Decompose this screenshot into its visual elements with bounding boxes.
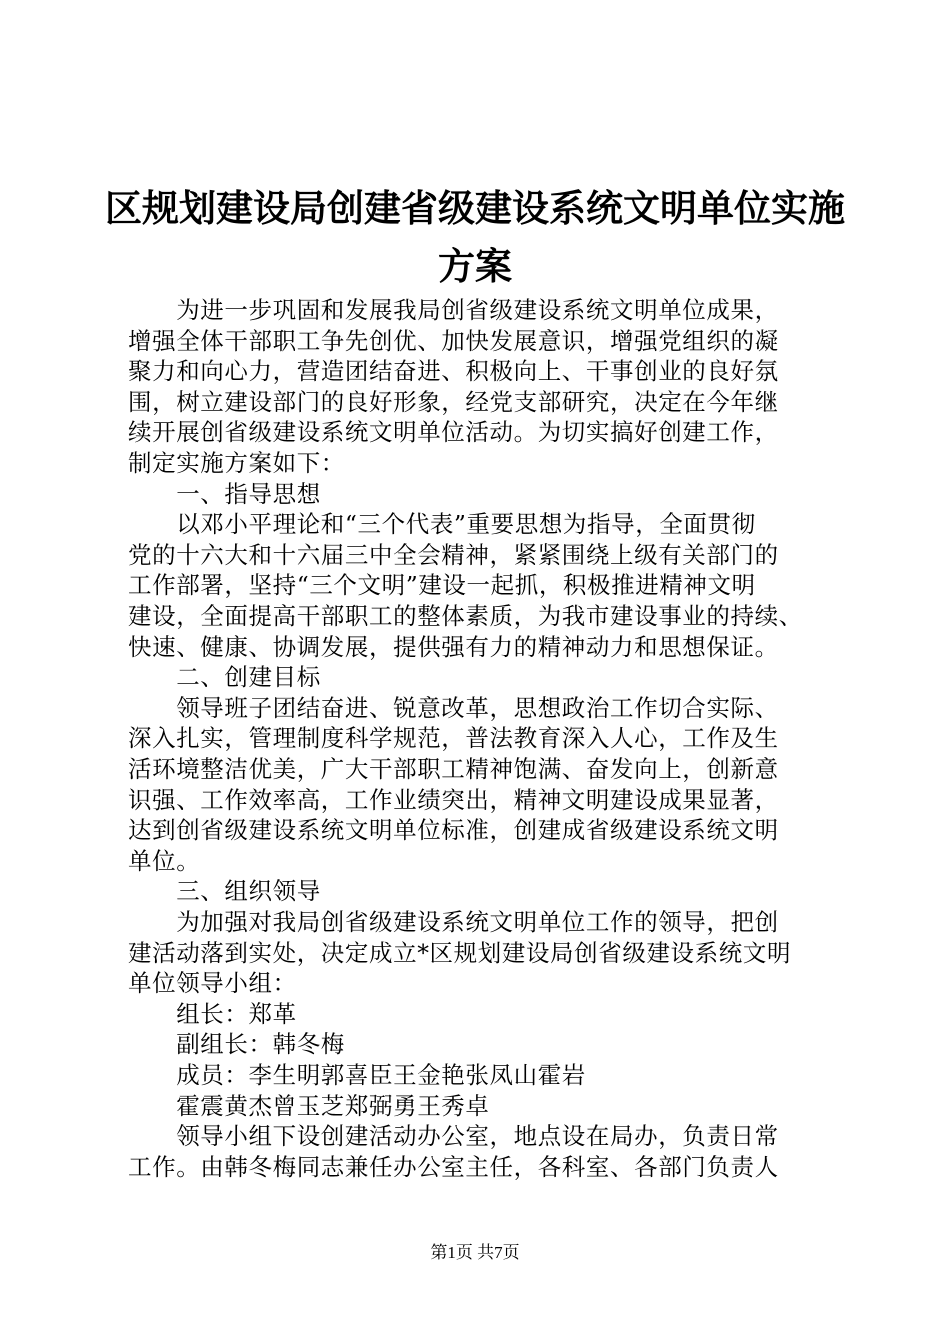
body-text-line: 快速、健康、协调发展，提供强有力的精神动力和思想保证。 (128, 632, 779, 661)
body-text-line: 二、创建目标 (128, 663, 321, 692)
body-text-line: 以邓小平理论和“三个代表”重要思想为指导，全面贯彻 (128, 510, 756, 539)
body-text-line: 聚力和向心力，营造团结奋进、积极向上、干事创业的良好氛 (128, 357, 779, 386)
document-title-line-2: 方案 (438, 245, 512, 288)
body-text-line: 识强、工作效率高，工作业绩突出，精神文明建设成果显著， (128, 785, 779, 814)
body-text-line: 工作部署，坚持“三个文明”建设一起抓，积极推进精神文明 (128, 571, 756, 600)
body-text-line: 领导小组下设创建活动办公室，地点设在局办，负责日常 (128, 1122, 779, 1151)
body-text-line: 霍震黄杰曾玉芝郑弼勇王秀卓 (128, 1091, 490, 1120)
body-text-line: 单位。 (128, 846, 201, 875)
body-text-line: 一、指导思想 (128, 479, 321, 508)
body-text-line: 三、组织领导 (128, 877, 321, 906)
page-footer: 第1页 共7页 (430, 1243, 520, 1262)
body-text-line: 为进一步巩固和发展我局创省级建设系统文明单位成果， (128, 296, 779, 324)
body-text-line: 续开展创省级建设系统文明单位活动。为切实搞好创建工作， (128, 418, 779, 447)
body-text-line: 围，树立建设部门的良好形象，经党支部研究，决定在今年继 (128, 387, 779, 416)
body-text-line: 深入扎实，管理制度科学规范，普法教育深入人心，工作及生 (128, 724, 779, 753)
body-text-line: 单位领导小组： (128, 969, 297, 998)
body-text-line: 成员：李生明郭喜臣王金艳张凤山霍岩 (128, 1061, 586, 1089)
body-text-line: 组长：郑革 (128, 999, 297, 1028)
body-text-line: 增强全体干部职工争先创优、加快发展意识，增强党组织的凝 (128, 326, 779, 355)
body-text-line: 制定实施方案如下： (128, 449, 345, 477)
document-title-line-1: 区规划建设局创建省级建设系统文明单位实施 (105, 187, 845, 230)
body-text-line: 工作。由韩冬梅同志兼任办公室主任，各科室、各部门负责人 (128, 1152, 779, 1181)
body-text-line: 活环境整洁优美，广大干部职工精神饱满、奋发向上，创新意 (128, 755, 779, 783)
body-text-line: 达到创省级建设系统文明单位标准，创建成省级建设系统文明 (128, 816, 779, 845)
body-text-line: 建设，全面提高干部职工的整体素质，为我市建设事业的持续、 (128, 602, 803, 630)
body-text-line: 建活动落到实处，决定成立*区规划建设局创省级建设系统文明 (128, 938, 792, 967)
body-text-line: 党的十六大和十六届三中全会精神，紧紧围绕上级有关部门的 (128, 540, 779, 569)
body-text-line: 领导班子团结奋进、锐意改革，思想政治工作切合实际、 (128, 693, 779, 722)
body-text-line: 副组长：韩冬梅 (128, 1030, 345, 1059)
body-text-line: 为加强对我局创省级建设系统文明单位工作的领导，把创 (128, 908, 779, 936)
